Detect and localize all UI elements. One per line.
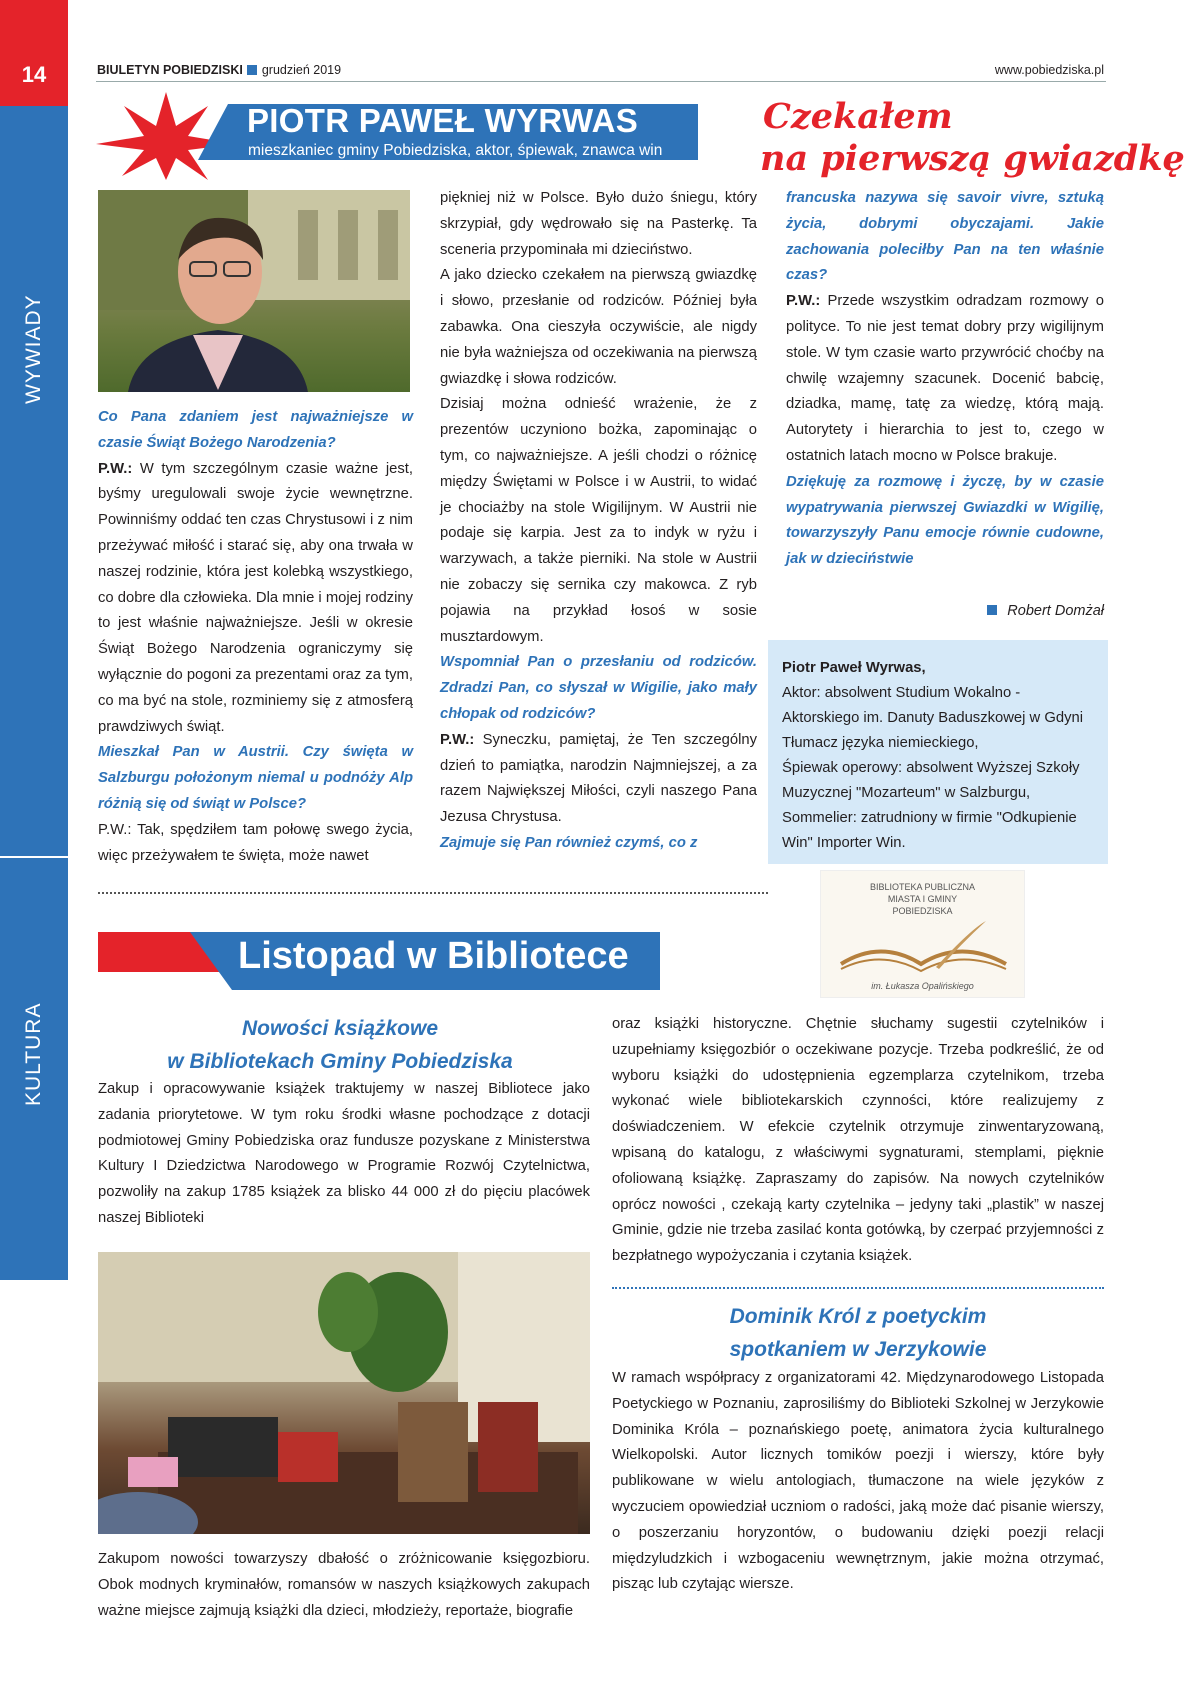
interview-column-2: [440, 186, 757, 857]
interviewee-subtitle: mieszkaniec gminy Pobiedziska, aktor, śpiewak, znawca win: [248, 142, 663, 159]
bio-box: [768, 640, 1108, 864]
paragraph: A jako dziecko czekałem na pierwszą gwiazdkę i słowo, przesłanie od rodziców. Później była zabawka. Ona cieszyła oczywiście, ale nigdy nie była ważniejsza od oczekiwania na pierwszą gwiazdkę i słowa rodziców.: [440, 267, 757, 387]
article1-heading: Nowości książkowe w Bibliotekach Gminy Pobiedziska: [167, 1017, 513, 1073]
question: francuska nazywa się savoir vivre, sztuką życia, dobrymi obyczajami. Jakie zachowania poleciłby Pan na ten właśnie czas?: [786, 190, 1104, 284]
question: Wspomniał Pan o przesłaniu od rodziców. Zdradzi Pan, co słyszał w Wigilie, jako mały chłopak od rodziców?: [440, 654, 757, 722]
question: Co Pana zdaniem jest najważniejsze w czasie Świąt Bożego Narodzenia?: [98, 409, 413, 451]
question: Mieszkał Pan w Austrii. Czy święta w Salzburgu położonym niemal u podnóży Alp różnią się od świąt w Polsce?: [98, 744, 413, 812]
author-byline: Robert Domżał: [987, 603, 1104, 619]
answer: P.W.: W tym szczególnym czasie ważne jest, byśmy uregulowali swoje życie wewnętrzne. Powinniśmy oddać ten czas Chrystusowi i z nim przeżywać miłość i starać się, aby ona trwała w naszej rodzinie, która jest kolebką wszystkiego, co dobre dla człowieka. Dla mnie i mojej rodziny to jest właśnie najważniejsze. Jeśli w okresie Świąt Bożego Narodzenia ograniczymy się wyłącznie do pogoni za prezentami oraz za tym, co ma być na stole, rozminiemy się z atmosferą prawdziwych świąt.: [98, 460, 413, 735]
interviewee-name: PIOTR PAWEŁ WYRWAS: [247, 102, 639, 139]
paragraph: P.W.: Tak, spędziłem tam połowę swego życia, więc przeżywałem te święta, może nawet: [98, 821, 413, 864]
bio-line: Tłumacz języka niemieckiego,: [782, 735, 979, 751]
article1-paragraph-3: oraz książki historyczne. Chętnie słuchamy sugestii czytelników i uzupełniamy księgozbiór o oczekiwane pozycje. Trzeba podkreślić, że od wyboru książki do udostępnienia egzemplarza czytelnikom, trzeba wykonać wiele bibliotekarskich czynności, które realizujemy z doświadczeniem. W efekcie czytelnik otrzymuje zinwentaryzowaną, wpisaną do katalogu, z właściwymi sygnaturami, stemplami, pięknie ofoliowaną książkę. Zapraszamy do zapisów. Na nowych czytelników oprócz nowości , czekają karty czytelnika – jedyny taki „plastik” w naszej Gminie, gdzie nie trzeba zasilać konta gotówką, by czerpać przyjemności z bezpłatnego wypożyczania i czytania książek.: [612, 1016, 1104, 1265]
sidebar-interviews: [0, 106, 68, 856]
issue-date: grudzień 2019: [261, 63, 342, 77]
header-square-icon: [247, 65, 257, 75]
article2-paragraph-1: W ramach współpracy z organizatorami 42. Międzynarodowego Listopada Poetyckiego w Poznaniu, zaprosiliśmy do Biblioteki Szkolnej w Jerzykowie Dominika Króla – poznańskiego poetę, animatora życia kulturalnego Wielkopolski. Autor licznych tomików poezji i wierszy, które były publikowane w wielu antologiach, tłumaczone na wiele języków z wyczuciem opowiedział uczniom o radości, jaką może dać pisanie wierszy, o poszerzaniu horyzontów, o budowaniu dzięki poezji relacji międzyludzkich i wzbogaceniu wewnętrznym, jakie można otrzymać, pisząc lub czytając wiersze.: [612, 1370, 1104, 1593]
book-quill-icon: [821, 919, 1024, 979]
section-divider: [98, 892, 768, 894]
interview-column-3: [786, 186, 1104, 573]
answer: P.W.: Syneczku, pamiętaj, że Ten szczególny dzień to pamiątka, narodzin Najmniejszej, a za razem Największej Miłości, czyli naszego Pana Jezusa Chrystusa.: [440, 731, 757, 826]
script-title-line1: Czekałem: [763, 96, 953, 137]
header-masthead: [97, 63, 341, 77]
library-banner-title: Listopad w Bibliotece: [238, 935, 629, 977]
portrait-photo: [98, 190, 410, 392]
question: Zajmuje się Pan również czymś, co z: [440, 834, 698, 851]
interview-column-1: [98, 405, 413, 869]
header-rule: [96, 81, 1106, 82]
byline-square-icon: [987, 605, 997, 615]
library-logo: BIBLIOTEKA PUBLICZNA MIASTA I GMINY POBIEDZISKA im. Łukasza Opalińskiego: [820, 870, 1025, 998]
side-tab-culture: KULTURA: [22, 1002, 45, 1106]
article2-heading: Dominik Król z poetyckim spotkaniem w Jerzykowie: [729, 1305, 987, 1361]
article1-paragraph-1: Zakup i opracowywanie książek traktujemy w naszej Bibliotece jako zadania priorytetowe. W tym roku środki własne pochodzące z dotacji podmiotowej Gminy Pobiedziska oraz fundusze pozyskane z Ministerstwa Kultury I Dziedzictwa Narodowego w Programie Rozwój Czytelnictwa, pozwoliły na zakup 1785 książek za blisko 44 000 zł do pięciu placówek naszej Biblioteki: [98, 1081, 590, 1226]
article1-paragraph-2: Zakupom nowości towarzyszy dbałość o zróżnicowanie księgozbioru. Obok modnych kryminałów, romansów w naszych książkowych zakupach ważne miejsce zajmują książki dla dzieci, młodzieży, reportaże, biografie: [98, 1551, 590, 1619]
bio-line: Aktor: absolwent Studium Wokalno - Aktorskiego im. Danuty Baduszkowej w Gdyni: [782, 685, 1083, 726]
paragraph: Dzisiaj można odnieść wrażenie, że z prezentów uczyniono bożka, zapominając o tym, co najważniejsze. A jeśli chodzi o różnicę między Świętami w Polsce i w Austrii, to widać je chociażby na stole Wigilijnym. W Austrii nie podaje się karpia. Jest za to indyk w ryżu i warzywach, a także pierniki. Na stole w Austrii nie zobaczy się sernika czy makowca. Z ryb pojawia na przykład łosoś w sosie musztardowym.: [440, 396, 757, 645]
article-divider: [612, 1287, 1104, 1289]
website-link[interactable]: www.pobiedziska.pl: [994, 63, 1104, 77]
answer: P.W.: Przede wszystkim odradzam rozmowy o polityce. To nie jest temat dobry przy wigilijnym stole. W tym czasie warto przywrócić choćby na chwilę wzajemny szacunek. Docenić babcię, dziadka, mamę, tatę za wiedzę, którą mają. Autorytety i hierarchia to jest to, czego w ostatnich latach mocno w Polsce brakuje.: [786, 293, 1104, 464]
library-photo: [98, 1252, 590, 1534]
script-title-line2: na pierwszą gwiazdkę: [760, 138, 1185, 179]
side-tab-interviews: WYWIADY: [22, 294, 45, 404]
publication-name: BIULETYN POBIEDZISKI: [97, 63, 243, 77]
bio-line: Sommelier: zatrudniony w firmie "Odkupienie Win" Importer Win.: [782, 810, 1077, 851]
paragraph: piękniej niż w Polsce. Było dużo śniegu, który skrzypiał, gdy wędrowało się na Pasterkę. Ta sceneria przypominała mi dzieciństwo.: [440, 190, 757, 258]
bio-line: Śpiewak operowy: absolwent Wyższej Szkoły Muzycznej "Mozarteum" w Salzburgu,: [782, 760, 1080, 801]
question: Dziękuję za rozmowę i życzę, by w czasie wypatrywania pierwszej Gwiazdki w Wigilię, towarzyszyły Panu emocje równie cudowne, jak w dzieciństwie: [786, 473, 1104, 568]
logo-patron: im. Łukasza Opalińskiego: [871, 981, 974, 991]
bio-name: Piotr Paweł Wyrwas,: [782, 660, 926, 676]
page-number: 14: [0, 0, 68, 106]
